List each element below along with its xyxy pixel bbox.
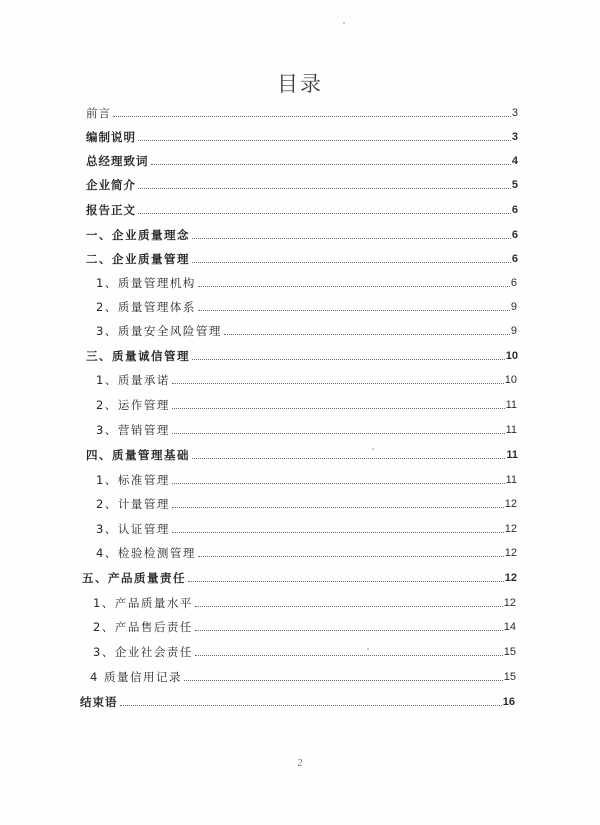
toc-entry-page: 12 bbox=[504, 498, 517, 510]
toc-entry-page: 11 bbox=[506, 449, 518, 461]
toc-entry-label: 1、质量管理机构 bbox=[96, 276, 196, 290]
toc-entry[interactable] bbox=[96, 421, 517, 437]
dot-leader bbox=[172, 432, 505, 434]
dot-leader bbox=[113, 115, 511, 117]
dot-leader bbox=[195, 654, 503, 656]
toc-entry-label: 2、运作管理 bbox=[96, 398, 170, 412]
dot-leader bbox=[172, 407, 505, 409]
toc-entry[interactable] bbox=[93, 594, 516, 610]
toc-entry-label: 四、质量管理基础 bbox=[86, 448, 190, 462]
toc-entry[interactable] bbox=[96, 495, 517, 511]
toc-entry-page: 11 bbox=[505, 424, 517, 436]
dot-leader bbox=[192, 358, 505, 360]
toc-entry[interactable] bbox=[86, 347, 518, 363]
toc-entry-label: 4 质量信用记录 bbox=[90, 670, 182, 684]
toc-entry-label: 企业简介 bbox=[86, 178, 136, 192]
toc-entry-page: 12 bbox=[504, 547, 517, 559]
toc-entry-label: 2、产品售后责任 bbox=[93, 620, 193, 634]
dot-leader bbox=[138, 139, 511, 141]
toc-entry[interactable] bbox=[86, 152, 518, 168]
toc-entry-label: 总经理致词 bbox=[86, 154, 149, 168]
toc-entry[interactable] bbox=[96, 520, 517, 536]
toc-entry-page: 10 bbox=[505, 350, 518, 362]
scan-speck bbox=[367, 648, 369, 650]
dot-leader bbox=[198, 285, 510, 287]
toc-entry-page: 10 bbox=[504, 374, 517, 386]
toc-entry[interactable] bbox=[86, 128, 518, 144]
dot-leader bbox=[172, 506, 504, 508]
toc-entry[interactable] bbox=[86, 104, 518, 120]
toc-entry-label: 二、企业质量管理 bbox=[86, 252, 190, 266]
toc-entry-label: 1、标准管理 bbox=[96, 473, 170, 487]
toc-entry[interactable] bbox=[82, 569, 517, 585]
toc-entry[interactable] bbox=[96, 371, 517, 387]
toc-entry-page: 6 bbox=[511, 229, 518, 241]
toc-entry[interactable] bbox=[86, 250, 518, 266]
scan-speck bbox=[372, 448, 374, 450]
toc-entry-page: 14 bbox=[503, 621, 516, 633]
toc-entry-label: 一、企业质量理念 bbox=[86, 228, 190, 242]
toc-entry-page: 11 bbox=[505, 399, 517, 411]
toc-entry[interactable] bbox=[80, 693, 515, 709]
toc-entry-page: 6 bbox=[510, 277, 517, 289]
toc-entry-page: 5 bbox=[511, 179, 518, 191]
toc-entry[interactable] bbox=[96, 322, 517, 338]
dot-leader bbox=[172, 531, 504, 533]
toc-entry-label: 前言 bbox=[86, 106, 111, 120]
toc-entry[interactable] bbox=[86, 446, 518, 462]
toc-entry[interactable] bbox=[96, 396, 517, 412]
toc-entry-label: 2、计量管理 bbox=[96, 497, 170, 511]
dot-leader bbox=[192, 237, 511, 239]
toc-entry-label: 结束语 bbox=[80, 695, 118, 709]
dot-leader bbox=[195, 605, 503, 607]
toc-entry-page: 11 bbox=[505, 474, 517, 486]
toc-entry-page: 3 bbox=[511, 131, 518, 143]
toc-entry-label: 3、认证管理 bbox=[96, 522, 170, 536]
toc-entry-page: 12 bbox=[504, 572, 517, 584]
toc-entry-page: 12 bbox=[503, 597, 516, 609]
dot-leader bbox=[224, 333, 510, 335]
toc-entry-label: 编制说明 bbox=[86, 130, 136, 144]
toc-entry-label: 3、营销管理 bbox=[96, 423, 170, 437]
dot-leader bbox=[195, 629, 503, 631]
toc-entry[interactable] bbox=[96, 274, 517, 290]
toc-entry-page: 4 bbox=[511, 155, 518, 167]
page-number: 2 bbox=[297, 757, 303, 769]
toc-entry[interactable] bbox=[86, 226, 518, 242]
dot-leader bbox=[198, 309, 510, 311]
dot-leader bbox=[172, 382, 504, 384]
toc-entry-page: 16 bbox=[502, 696, 515, 708]
toc-entry-label: 1、质量承诺 bbox=[96, 373, 170, 387]
toc-entry-page: 3 bbox=[511, 107, 518, 119]
toc-title: 目录 bbox=[277, 72, 323, 96]
dot-leader bbox=[184, 679, 503, 681]
toc-entry[interactable] bbox=[93, 643, 516, 659]
toc-entry-page: 6 bbox=[511, 253, 518, 265]
toc-entry-label: 2、质量管理体系 bbox=[96, 300, 196, 314]
scan-speck bbox=[343, 22, 345, 24]
toc-entry[interactable] bbox=[86, 201, 518, 217]
dot-leader bbox=[120, 704, 502, 706]
toc-entry-page: 15 bbox=[503, 646, 516, 658]
dot-leader bbox=[188, 580, 504, 582]
toc-entry[interactable] bbox=[96, 544, 517, 560]
toc-entry-label: 1、产品质量水平 bbox=[93, 596, 193, 610]
toc-entry-page: 9 bbox=[510, 325, 517, 337]
dot-leader bbox=[192, 457, 505, 459]
toc-entry-label: 五、产品质量责任 bbox=[82, 571, 186, 585]
toc-entry-label: 报告正文 bbox=[86, 203, 136, 217]
toc-entry-page: 15 bbox=[503, 671, 516, 683]
toc-entry-page: 12 bbox=[504, 523, 517, 535]
dot-leader bbox=[192, 261, 511, 263]
dot-leader bbox=[198, 555, 504, 557]
toc-entry-label: 3、企业社会责任 bbox=[93, 645, 193, 659]
toc-entry-page: 9 bbox=[510, 301, 517, 313]
toc-entry-label: 三、质量诚信管理 bbox=[86, 349, 190, 363]
toc-entry-label: 4、检验检测管理 bbox=[96, 546, 196, 560]
toc-entry[interactable] bbox=[93, 618, 516, 634]
dot-leader bbox=[138, 212, 511, 214]
dot-leader bbox=[172, 482, 505, 484]
dot-leader bbox=[151, 163, 511, 165]
toc-entry-page: 6 bbox=[511, 204, 518, 216]
dot-leader bbox=[138, 187, 511, 189]
toc-entry[interactable] bbox=[96, 298, 517, 314]
toc-entry[interactable] bbox=[90, 668, 516, 684]
toc-entry[interactable] bbox=[96, 471, 517, 487]
toc-entry[interactable] bbox=[86, 176, 518, 192]
toc-entry-label: 3、质量安全风险管理 bbox=[96, 324, 222, 338]
